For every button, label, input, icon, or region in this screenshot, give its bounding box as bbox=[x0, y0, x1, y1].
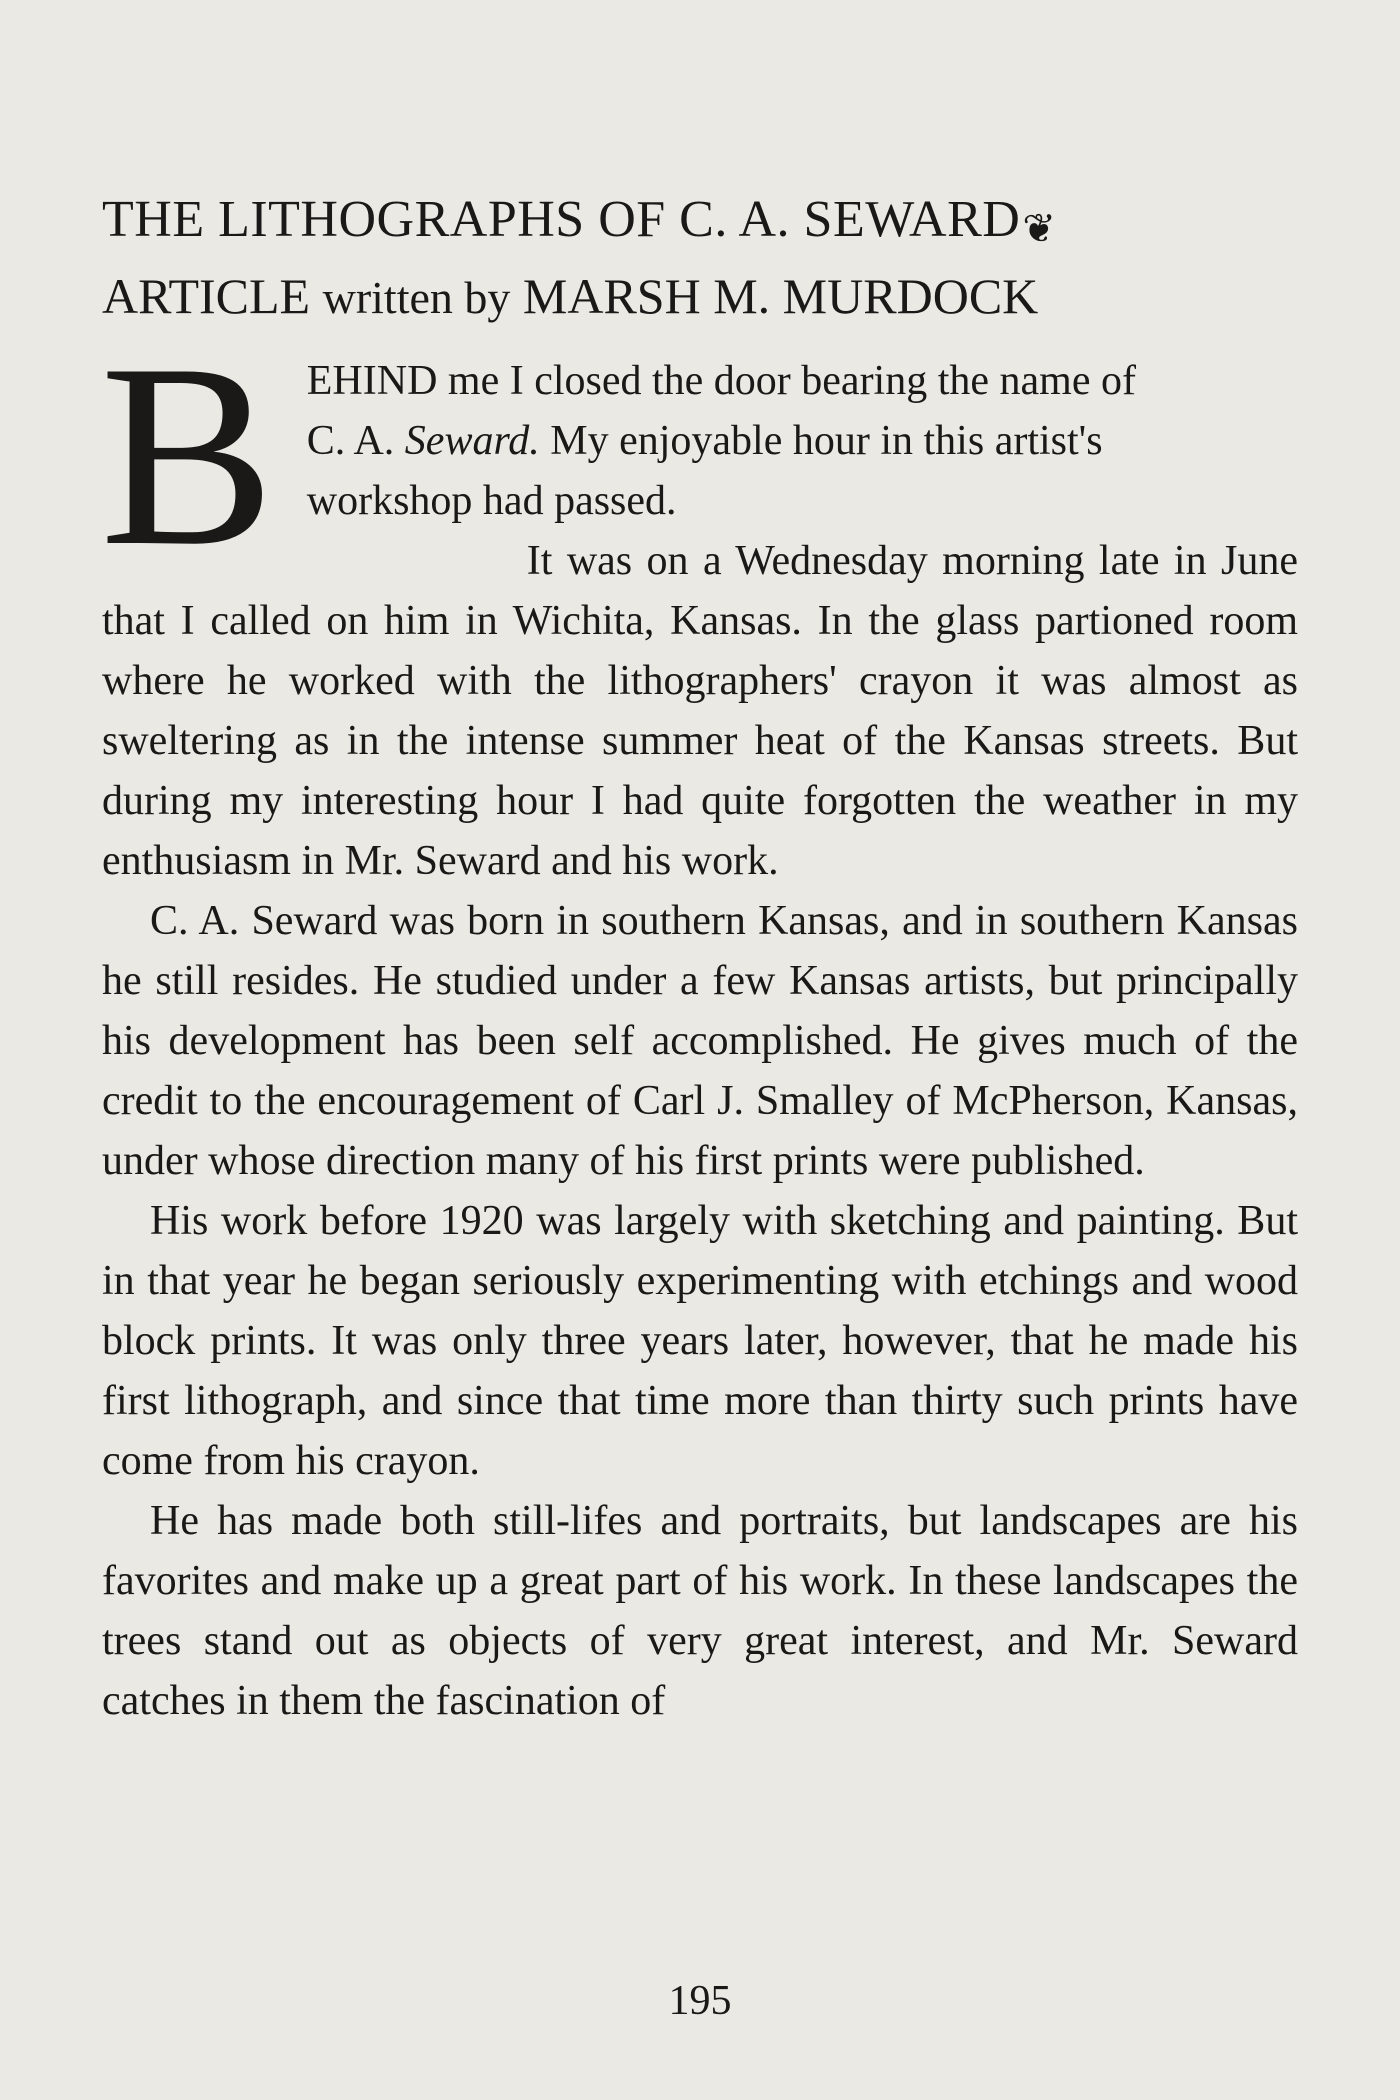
page-number: 195 bbox=[668, 1978, 732, 2024]
article-title-text: THE LITHOGRAPHS OF C. A. SEWARD bbox=[102, 191, 1021, 248]
paragraph-5: He has made both still-lifes and portraits, but landscapes are his favorites and make up a great part of his work. In these landscapes the trees stand out as objects of very great interest, and Mr. Seward catches in them the fascination of bbox=[102, 1498, 1298, 1724]
drop-cap: B bbox=[100, 310, 275, 600]
paragraph-1-line-2 bbox=[102, 411, 1298, 471]
byline bbox=[102, 263, 1298, 331]
paragraph-1-line-2-rest: My enjoyable hour in this artist's bbox=[539, 418, 1103, 464]
initials: C. A. bbox=[306, 418, 405, 464]
paragraph-1 bbox=[100, 310, 1298, 600]
byline-author: MARSH M. MURDOCK bbox=[522, 268, 1039, 324]
paragraph-3: C. A. Seward was born in southern Kansas, and in southern Kansas he still resides. He studied under a few Kansas artists, but principally his development has been self accomplished. He gives much of the credit to the encouragement of Carl J. Smalley of McPherson, Kansas, under whose direction many of his first prints were published. bbox=[102, 898, 1298, 1184]
paragraph-2: It was on a Wednesday morning late in June that I called on him in Wichita, Kansas. In the glass partioned room where he worked with the lithographers' crayon it was almost as sweltering as in the intense summer heat of the Kansas streets. But during my interesting hour I had quite forgotten the weather in my enthusiasm in Mr. Seward and his work. bbox=[102, 538, 1298, 884]
leaf-ornament-icon: ❦ bbox=[1022, 206, 1057, 251]
artist-name-italic: Seward. bbox=[404, 418, 540, 464]
paragraph-1-line-1: EHIND me I closed the door bearing the name of bbox=[306, 358, 1136, 404]
byline-prefix: ARTICLE bbox=[102, 268, 311, 324]
paragraph-4: His work before 1920 was largely with sketching and painting. But in that year he began seriously experimenting with etchings and wood block prints. It was only three years later, however, that he made his first lithograph, and since that time more than thirty such prints have come from his crayon. bbox=[102, 1198, 1298, 1484]
paragraph-1-line-3: workshop had passed. bbox=[306, 478, 677, 524]
article-body bbox=[100, 310, 1298, 1731]
paragraph-1-text bbox=[102, 351, 1298, 531]
article-title bbox=[102, 186, 1298, 263]
byline-middle: written by bbox=[322, 272, 511, 323]
text-block bbox=[102, 186, 1298, 1731]
